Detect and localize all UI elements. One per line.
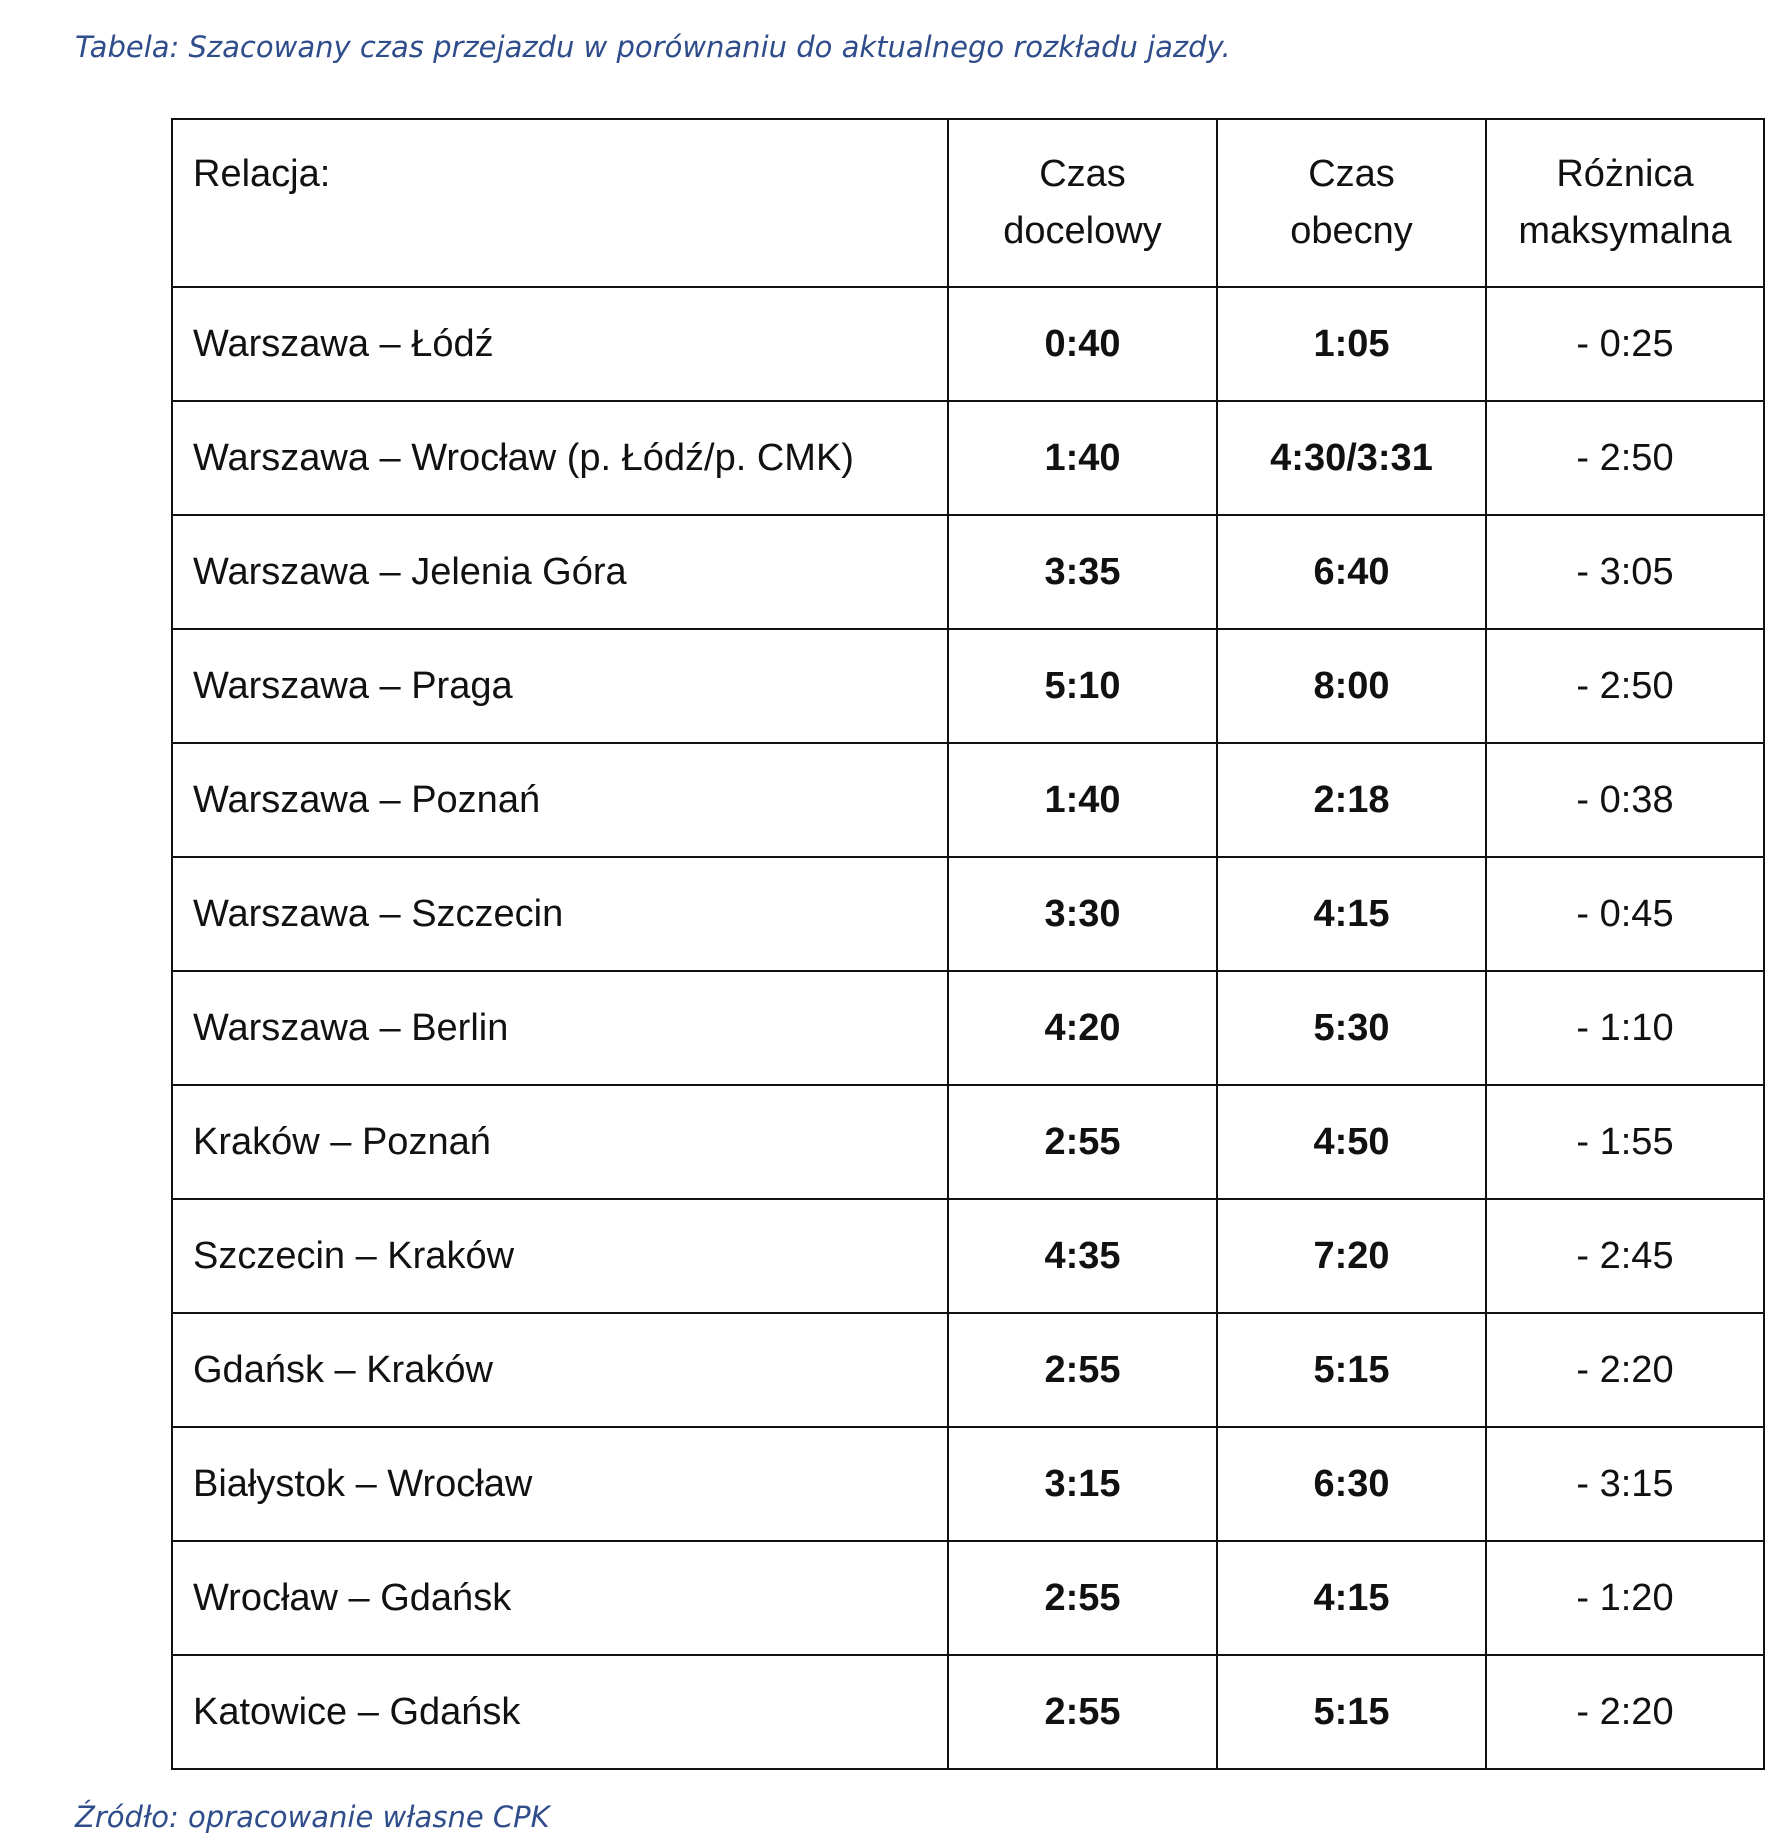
difference-cell: - 2:50 bbox=[1486, 401, 1764, 515]
route-cell: Szczecin – Kraków bbox=[172, 1199, 948, 1313]
table-row bbox=[172, 1427, 1764, 1541]
table-row bbox=[172, 743, 1764, 857]
current-time-cell: 1:05 bbox=[1217, 287, 1486, 401]
target-time-cell: 2:55 bbox=[948, 1541, 1217, 1655]
difference-cell: - 2:45 bbox=[1486, 1199, 1764, 1313]
target-time-cell: 4:35 bbox=[948, 1199, 1217, 1313]
table-row bbox=[172, 287, 1764, 401]
header-diff-line2: maksymalna bbox=[1518, 210, 1732, 252]
header-route bbox=[172, 119, 948, 287]
table-row bbox=[172, 629, 1764, 743]
header-target-line2: docelowy bbox=[1003, 210, 1162, 252]
target-time-cell: 3:15 bbox=[948, 1427, 1217, 1541]
target-time-cell: 0:40 bbox=[948, 287, 1217, 401]
target-time-cell: 4:20 bbox=[948, 971, 1217, 1085]
current-time-cell: 5:15 bbox=[1217, 1655, 1486, 1769]
header-current-line1: Czas bbox=[1308, 153, 1395, 195]
difference-cell: - 0:45 bbox=[1486, 857, 1764, 971]
target-time-cell: 3:35 bbox=[948, 515, 1217, 629]
route-cell: Warszawa – Szczecin bbox=[172, 857, 948, 971]
difference-cell: - 0:25 bbox=[1486, 287, 1764, 401]
table-row bbox=[172, 1085, 1764, 1199]
table-row bbox=[172, 401, 1764, 515]
header-current-line2: obecny bbox=[1290, 210, 1413, 252]
table-row bbox=[172, 515, 1764, 629]
target-time-cell: 1:40 bbox=[948, 401, 1217, 515]
table-row bbox=[172, 971, 1764, 1085]
header-target-line1: Czas bbox=[1039, 153, 1126, 195]
current-time-cell: 6:40 bbox=[1217, 515, 1486, 629]
route-cell: Wrocław – Gdańsk bbox=[172, 1541, 948, 1655]
difference-cell: - 2:20 bbox=[1486, 1655, 1764, 1769]
source-note: Źródło: opracowanie własne CPK bbox=[75, 1800, 550, 1834]
current-time-cell: 8:00 bbox=[1217, 629, 1486, 743]
current-time-cell: 2:18 bbox=[1217, 743, 1486, 857]
difference-cell: - 2:50 bbox=[1486, 629, 1764, 743]
target-time-cell: 2:55 bbox=[948, 1085, 1217, 1199]
table-header-row bbox=[172, 119, 1764, 287]
current-time-cell: 4:50 bbox=[1217, 1085, 1486, 1199]
route-cell: Warszawa – Poznań bbox=[172, 743, 948, 857]
difference-cell: - 3:05 bbox=[1486, 515, 1764, 629]
route-cell: Białystok – Wrocław bbox=[172, 1427, 948, 1541]
header-max-difference bbox=[1486, 119, 1764, 287]
target-time-cell: 2:55 bbox=[948, 1313, 1217, 1427]
difference-cell: - 1:20 bbox=[1486, 1541, 1764, 1655]
table-row bbox=[172, 1313, 1764, 1427]
route-cell: Katowice – Gdańsk bbox=[172, 1655, 948, 1769]
table-row bbox=[172, 857, 1764, 971]
current-time-cell: 5:30 bbox=[1217, 971, 1486, 1085]
travel-time-table bbox=[171, 118, 1765, 1770]
header-current-time bbox=[1217, 119, 1486, 287]
route-cell: Warszawa – Berlin bbox=[172, 971, 948, 1085]
table-row bbox=[172, 1541, 1764, 1655]
target-time-cell: 1:40 bbox=[948, 743, 1217, 857]
route-cell: Kraków – Poznań bbox=[172, 1085, 948, 1199]
route-cell: Warszawa – Jelenia Góra bbox=[172, 515, 948, 629]
header-diff-line1: Różnica bbox=[1556, 153, 1694, 195]
route-cell: Warszawa – Wrocław (p. Łódź/p. CMK) bbox=[172, 401, 948, 515]
route-cell: Gdańsk – Kraków bbox=[172, 1313, 948, 1427]
current-time-cell: 5:15 bbox=[1217, 1313, 1486, 1427]
current-time-cell: 4:15 bbox=[1217, 1541, 1486, 1655]
current-time-cell: 6:30 bbox=[1217, 1427, 1486, 1541]
table-caption: Tabela: Szacowany czas przejazdu w porównaniu do aktualnego rozkładu jazdy. bbox=[75, 30, 1231, 64]
route-cell: Warszawa – Praga bbox=[172, 629, 948, 743]
difference-cell: - 1:55 bbox=[1486, 1085, 1764, 1199]
difference-cell: - 3:15 bbox=[1486, 1427, 1764, 1541]
route-cell: Warszawa – Łódź bbox=[172, 287, 948, 401]
header-target-time bbox=[948, 119, 1217, 287]
table-row bbox=[172, 1655, 1764, 1769]
header-route-label: Relacja: bbox=[193, 153, 331, 195]
difference-cell: - 2:20 bbox=[1486, 1313, 1764, 1427]
current-time-cell: 7:20 bbox=[1217, 1199, 1486, 1313]
difference-cell: - 1:10 bbox=[1486, 971, 1764, 1085]
target-time-cell: 2:55 bbox=[948, 1655, 1217, 1769]
table-row bbox=[172, 1199, 1764, 1313]
target-time-cell: 3:30 bbox=[948, 857, 1217, 971]
difference-cell: - 0:38 bbox=[1486, 743, 1764, 857]
current-time-cell: 4:15 bbox=[1217, 857, 1486, 971]
target-time-cell: 5:10 bbox=[948, 629, 1217, 743]
current-time-cell: 4:30/3:31 bbox=[1217, 401, 1486, 515]
